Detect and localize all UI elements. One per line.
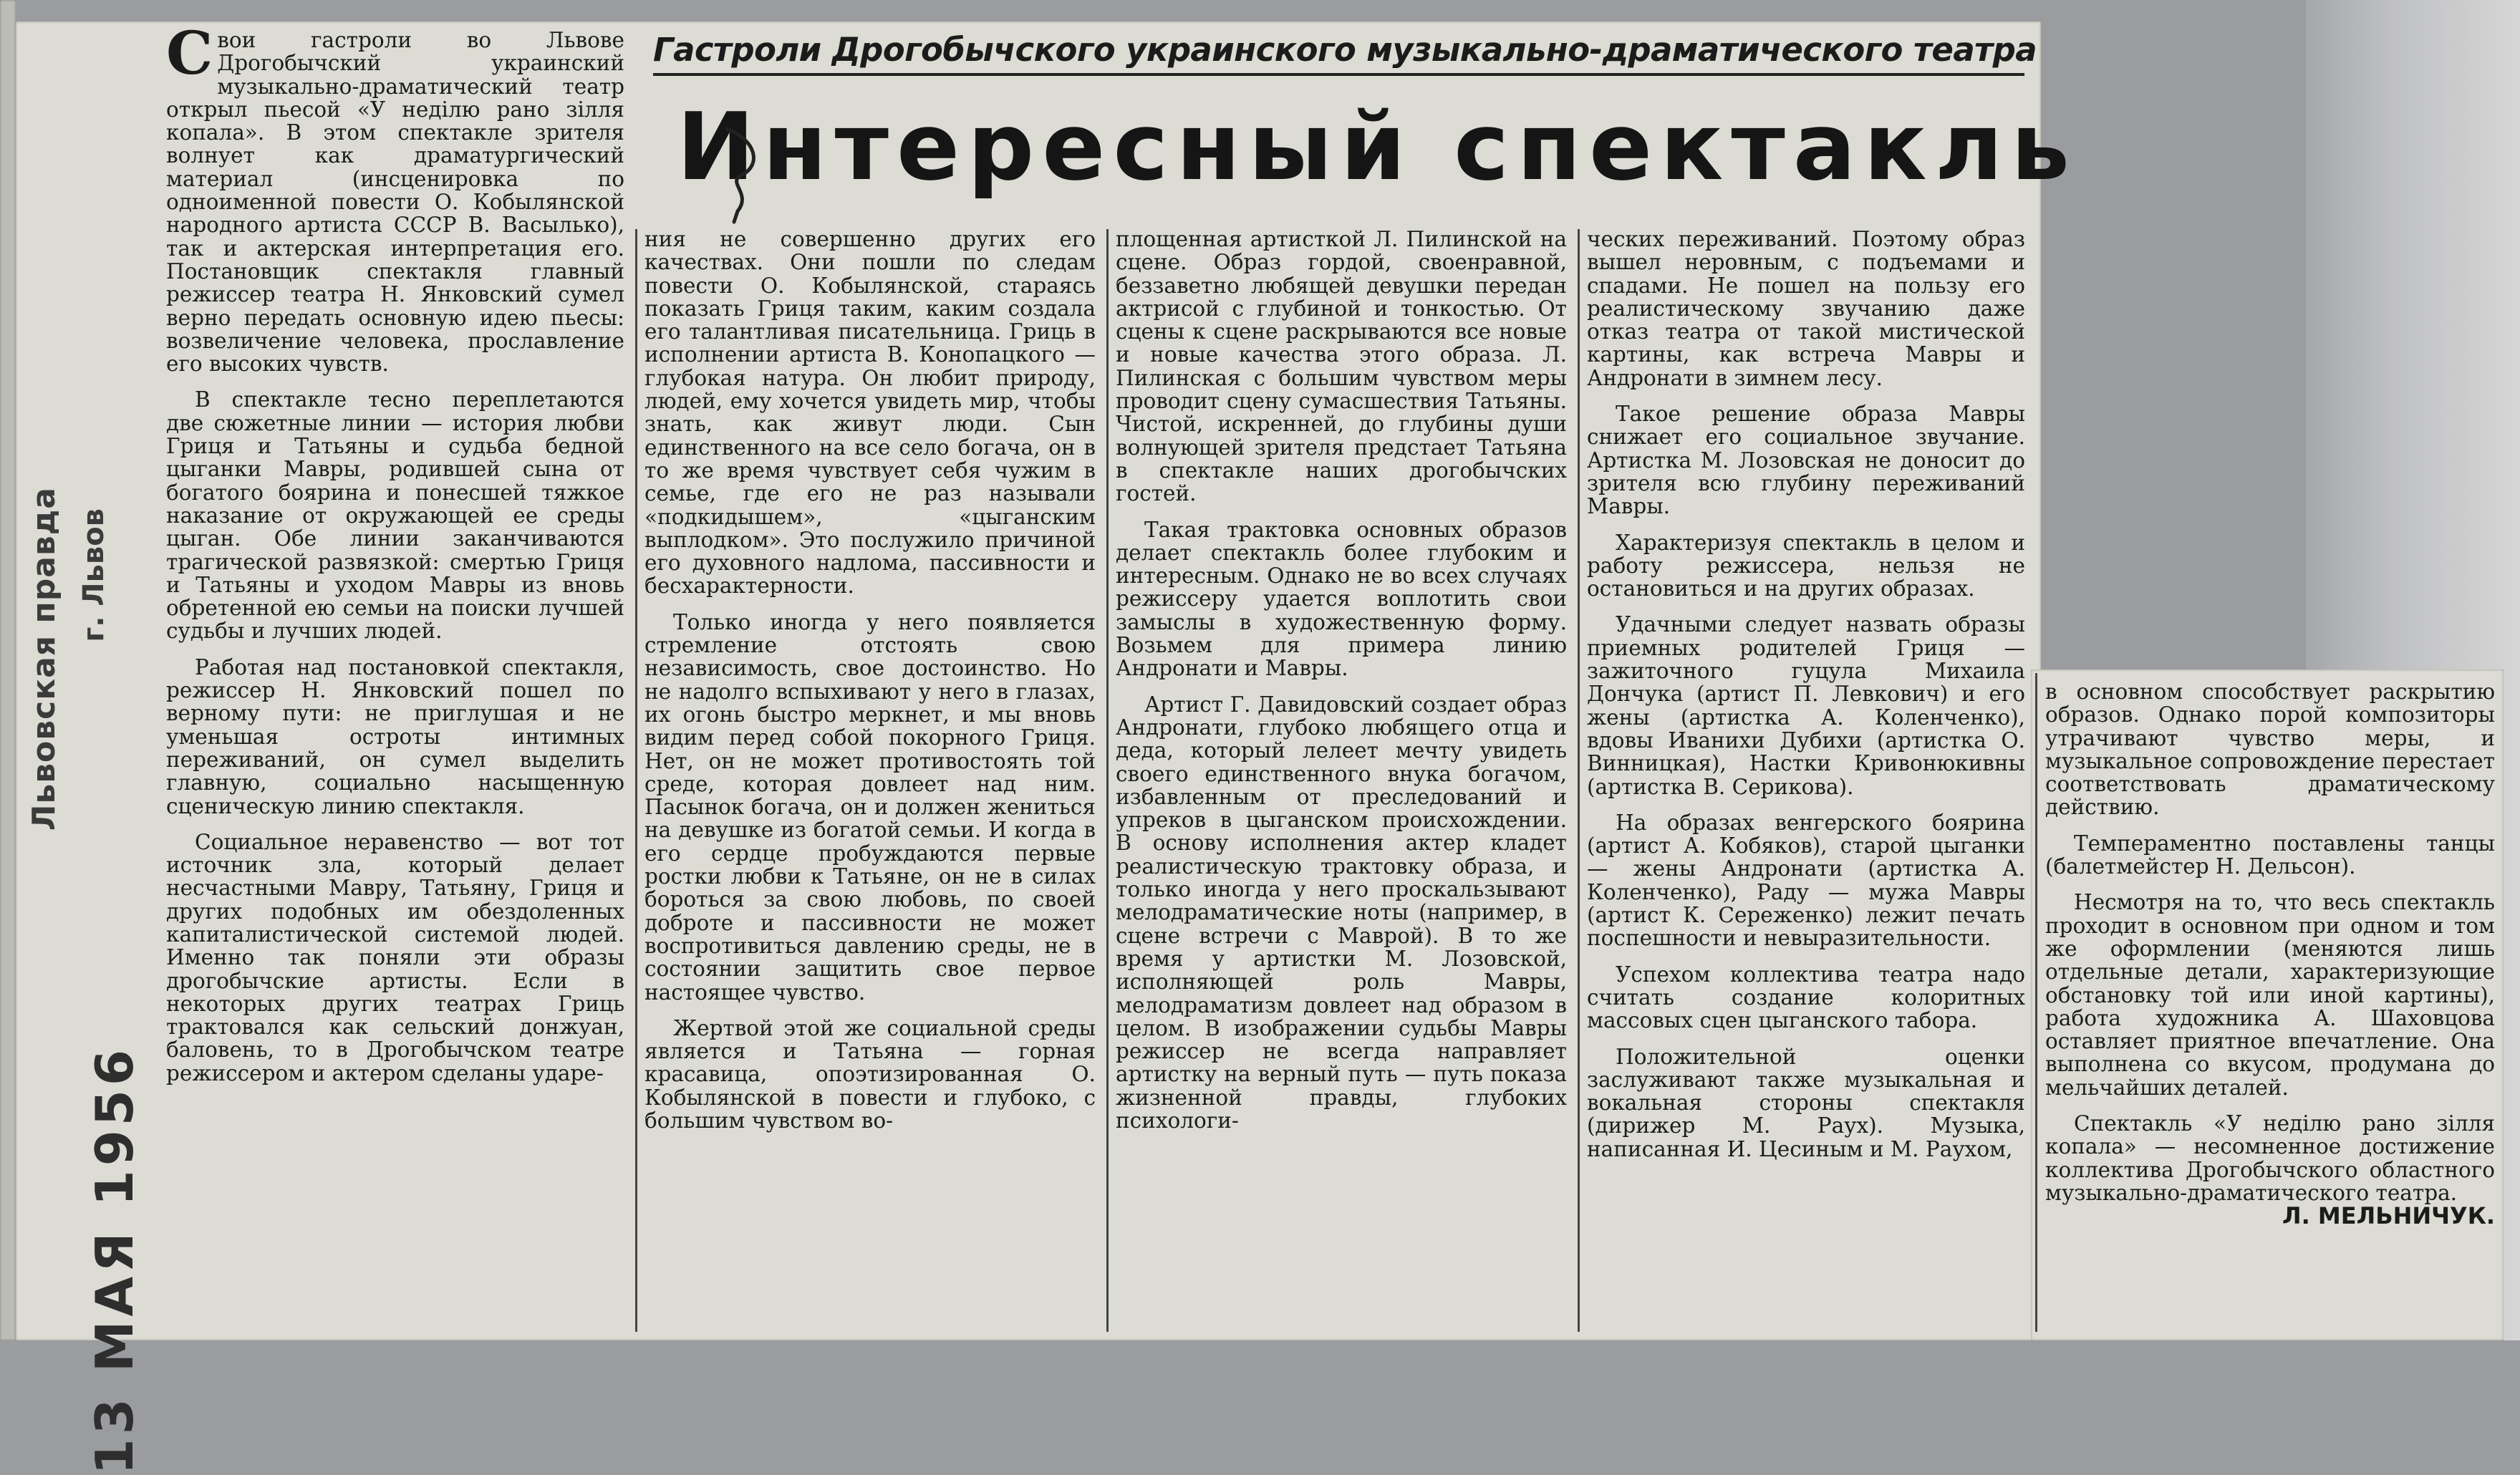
column-rule (1578, 229, 1580, 1332)
paragraph: Свои гастроли во Львове Дрогобычский украинский музыкально-драматический театр открыл пьесой «У неділю рано зілля копала». В этом спектакле зрителя волнует как драматургический материал (инсценировка по одноименной повести О. Кобылянской народного артиста СССР В. Васылько), так и актерская интерпретация его. Постановщик спектакля главный режиссер театра Н. Янковский сумел верно передать основную идею пьесы: возвеличение человека, прославление его высоких чувств. (166, 29, 624, 377)
column-rule (1106, 229, 1109, 1332)
city-stamp: г. Львов (77, 508, 110, 642)
paragraph: ния не совершенно других его качествах. Они пошли по следам повести О. Кобылянской, стараясь показать Гриця таким, каким создала его талантливая писательница. Гриць в исполнении артиста В. Конопацкого — глубокая натура. Он любит природу, людей, ему хочется увидеть мир, чтобы знать, как живут люди. Сын единственного на все село богача, он в то же время чувствует себя чужим в семье, где его не раз называли «подкидышем», «цыганским выплодком». Это послужило причиной его духовного надлома, пассивности и бесхарактерности. (645, 228, 1096, 599)
paragraph: ческих переживаний. Поэтому образ вышел неровным, с подъемами и спадами. Не пошел на пользу его реалистическому звучанию даже отказ театра от такой мистической картины, как встреча Мавры и Андронати в зимнем лесу. (1587, 228, 2025, 390)
paragraph: Социальное неравенство — вот тот источник зла, который делает несчастными Мавру, Татьяну, Гриця и других подобных им обездоленных капиталистической системой людей. Именно так поняли эти образы дрогобычские артисты. Если в некоторых других театрах Гриць трактовался как сельский донжуан, баловень, то в Дрогобычском театре режиссером и актером сделаны ударе- (166, 829, 624, 1085)
date-stamp: 13 МАЯ 1956 (85, 1045, 145, 1475)
paragraph: Положительной оценки заслуживают также музыкальная и вокальная стороны спектакля (дирижер М. Раух). Музыка, написанная И. Цесиным и М. Раухом, (1587, 1044, 2025, 1161)
paragraph: Жертвой этой же социальной среды является и Татьяна — горная красавица, опоэтизированная О. Кобылянской в повести и глубоко, с большим чувством во- (645, 1015, 1096, 1133)
article-column-2 (645, 228, 1096, 1332)
paragraph: Несмотря на то, что весь спектакль проходит в основном при одном и том же оформлении (меняются лишь отдельные детали, характеризующие обстановку той или иной картины), работа художника А. Шаховцова оставляет приятное впечатление. Она выполнена со вкусом, продумана до мельчайших деталей. (2045, 890, 2495, 1100)
paragraph: Спектакль «У неділю рано зілля копала» — несомненное достижение коллектива Дрогобычского областного музыкально-драматического театра. (2045, 1111, 2495, 1205)
paragraph: Успехом коллектива театра надо считать создание колоритных массовых сцен цыганского табора. (1587, 962, 2025, 1033)
author-signature: Л. МЕЛЬНИЧУК. (2282, 1202, 2495, 1230)
paragraph: Характеризуя спектакль в целом и работу режиссера, нельзя не остановиться и на других образах. (1587, 530, 2025, 601)
paragraph: в основном способствует раскрытию образов. Однако порой композиторы утрачивают чувство меры, и музыкальное сопровождение перестает соответствовать драматическому действию. (2045, 680, 2495, 820)
paragraph: В спектакле тесно переплетаются две сюжетные линии — история любви Гриця и Татьяны и судьба бедной цыганки Мавры, родившей сына от богатого боярина и понесшей тяжкое наказание от окружающей ее среды цыган. Обе линии заканчиваются трагической развязкой: смертью Гриця и Татьяны и уходом Мавры из вновь обретенной ею семьи на поиски лучшей судьбы и лучших людей. (166, 387, 624, 644)
article-kicker: Гастроли Дрогобычского украинского музыкально-драматического театра (653, 32, 2024, 76)
paragraph: Темпераментно поставлены танцы (балетмейстер Н. Дельсон). (2045, 831, 2495, 879)
pen-mark-icon (713, 125, 777, 226)
article-column-1 (166, 29, 624, 1332)
paragraph: Удачными следует назвать образы приемных родителей Гриця — зажиточного гуцула Михаила Дончука (артист П. Левкович) и его жены (артистка А. Коленченко), вдовы Иванихи Дубихи (артистка О. Винницкая), Настки Кривонюкивны (артистка В. Серикова). (1587, 612, 2025, 799)
paragraph: На образах венгерского боярина (артист А. Кобяков), старой цыганки — жены Андронати (артистка А. Коленченко), Раду — мужа Мавры (артист К. Сереженко) лежит печать поспешности и невыразительности. (1587, 810, 2025, 951)
article-column-3 (1116, 228, 1567, 1332)
article-headline: Интересный спектакль (677, 92, 2078, 201)
backing-board-left (0, 0, 16, 1340)
column-rule (2035, 673, 2037, 1332)
paragraph: Такое решение образа Мавры снижает его социальное звучание. Артистка М. Лозовская не доносит до зрителя всю глубину переживаний Мавры. (1587, 402, 2025, 519)
paragraph: Артист Г. Давидовский создает образ Андронати, глубоко любящего отца и деда, который лелеет мечту увидеть своего единственного внука богачом, избавленным от преследований и упреков в цыганском происхождении. В основу исполнения актер кладет реалистическую трактовку образа, и только иногда у него проскальзывают мелодраматические ноты (например, в сцене встречи с Маврой). В то же время у артистки М. Лозовской, исполняющей роль Мавры, мелодраматизм довлеет над образом в целом. В изображении судьбы Мавры режиссер не всегда направляет артистку на верный путь — путь показа жизненной правды, глубоких психологи- (1116, 692, 1567, 1133)
paragraph: Работая над постановкой спектакля, режиссер Н. Янковский пошел по верному пути: не приглушая и не уменьшая остроты интимных переживаний, он сумел выделить главную, социально насыщенную сценическую линию спектакля. (166, 654, 624, 818)
article-column-4 (1587, 228, 2025, 1332)
drop-cap: С (166, 29, 213, 88)
paragraph: Только иногда у него появляется стремление отстоять свою независимость, свое достоинство. Но не надолго вспыхивают у него в глазах, их огонь быстро меркнет, и мы вновь видим перед собой покорного Гриця. Нет, он не может противостоять той среде, которая довлеет над ним. Пасынок богача, он и должен жениться на девушке из богатой семьи. И когда в его сердце пробуждаются первые ростки любви к Татьяне, он не в силах бороться за свою любовь, по своей доброте и пассивности не может воспротивиться давлению среды, не в состоянии защитить свое первое настоящее чувство. (645, 609, 1096, 1005)
paragraph: Такая трактовка основных образов делает спектакль более глубоким и интересным. Однако не во всех случаях режиссеру удается воплотить свои замыслы в художественную форму. Возьмем для примера линию Андронати и Мавры. (1116, 517, 1567, 681)
article-column-5 (2045, 680, 2495, 1333)
newspaper-stamp: Львовская правда (26, 487, 62, 831)
column-rule (635, 229, 637, 1332)
paragraph: площенная артисткой Л. Пилинской на сцене. Образ гордой, своенравной, беззаветно любящей девушки передан актрисой с глубиной и тонкостью. От сцены к сцене раскрываются все новые и новые качества этого образа. Л. Пилинская с большим чувством меры проводит сцену сумасшествия Татьяны. Чистой, искренней, до глубины души волнующей зрителя предстает Татьяна в спектакле наших дрогобычских гостей. (1116, 228, 1567, 506)
